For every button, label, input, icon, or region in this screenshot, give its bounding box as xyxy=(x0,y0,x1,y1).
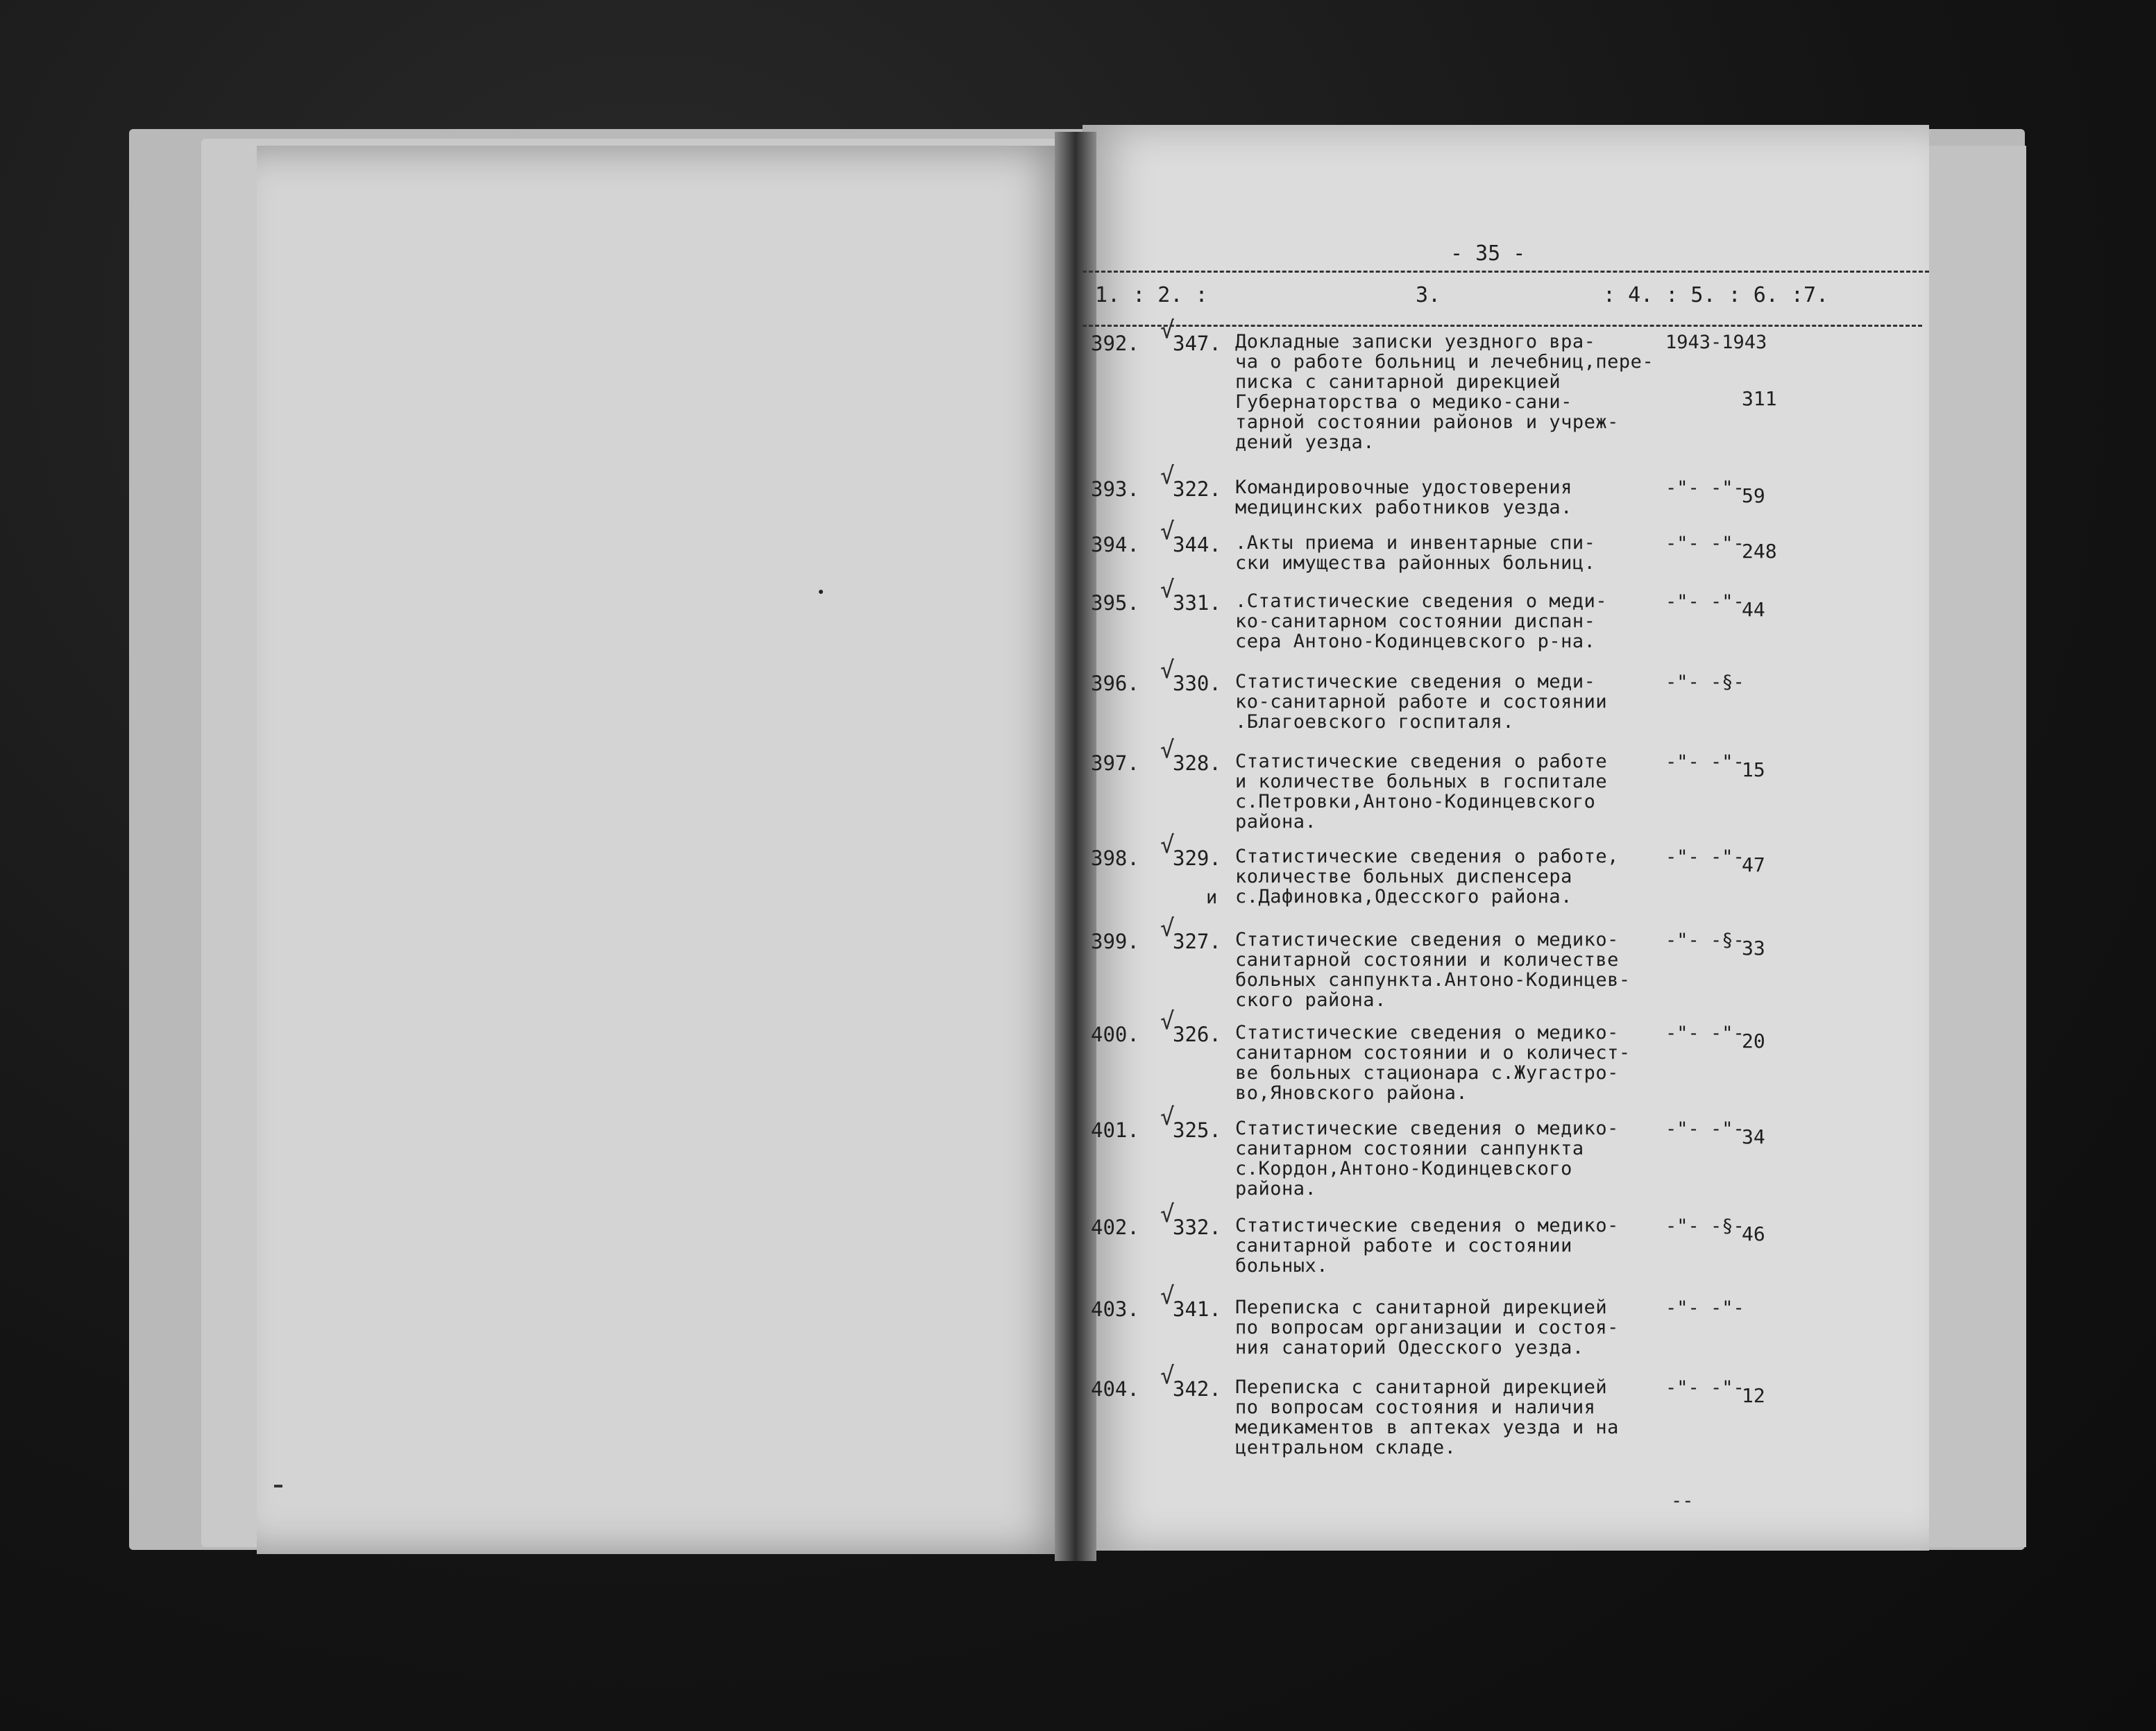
checkmark-icon: √ xyxy=(1160,1362,1175,1390)
entry-sheets: 59 xyxy=(1742,484,1765,507)
entry-old-number: 331. xyxy=(1173,591,1221,615)
checkmark-icon: √ xyxy=(1160,576,1175,604)
entry-number: 400. xyxy=(1091,1023,1139,1046)
entry-dates: -"- -"- xyxy=(1665,1377,1745,1399)
entry-old-number: 322. xyxy=(1173,477,1221,501)
entry-old-number: 342. xyxy=(1173,1377,1221,1401)
entry-dates: 1943-1943 xyxy=(1665,332,1767,353)
checkmark-icon: √ xyxy=(1160,1103,1175,1131)
entry-prefix: и xyxy=(1206,887,1218,908)
entry-sheets: 44 xyxy=(1742,598,1765,621)
entry-sheets: 311 xyxy=(1742,387,1777,410)
column-header-1: 1. : 2. : xyxy=(1095,283,1208,307)
entry-dates: -"- -"- xyxy=(1665,1023,1745,1044)
entry-number: 399. xyxy=(1091,930,1139,953)
entry-dates: -"- -"- xyxy=(1665,533,1745,554)
entry-title: Статистические сведения о медико- санитарном состоянии и о количест- ве больных стационара с.Жугастро- во,Яновского района. xyxy=(1235,1022,1631,1104)
entry-title: Статистические сведения о медико- санитарной состоянии и количестве больных санпункта.Антоно-Кодинцев- ского района. xyxy=(1235,929,1631,1011)
entry-sheets: 46 xyxy=(1742,1222,1765,1245)
entry-title: .Статистические сведения о меди- ко-санитарном состоянии диспан- сера Антоно-Кодинцевского р-на. xyxy=(1235,590,1608,652)
entry-old-number: 341. xyxy=(1173,1297,1221,1321)
entry-dates: -"- -"- xyxy=(1665,1118,1745,1140)
entry-number: 401. xyxy=(1091,1118,1139,1142)
entry-sheets: 33 xyxy=(1742,937,1765,960)
entry-title: Статистические сведения о работе и количестве больных в госпитале с.Петровки,Антоно-Кодинцевского района. xyxy=(1235,751,1608,833)
entry-title: Статистические сведения о работе, количестве больных диспенсера с.Дафиновка,Одесского района. xyxy=(1235,846,1619,907)
footer-mark: -- xyxy=(1671,1490,1694,1512)
entry-old-number: 328. xyxy=(1173,751,1221,775)
checkmark-icon: √ xyxy=(1160,518,1175,545)
entry-dates: -"- -"- xyxy=(1665,751,1745,773)
header-rule-top xyxy=(1083,271,1929,273)
entry-old-number: 327. xyxy=(1173,930,1221,953)
entry-title: Докладные записки уездного вра- ча о работе больниц и лечебниц,пере- писка с санитарной дирекцией Губернаторства о медико-сани- тарной состоянии районов и учреж- дений уезда. xyxy=(1235,331,1654,453)
column-header-3: 3. xyxy=(1416,283,1441,307)
entry-title: Командировочные удостоверения медицинских работников уезда. xyxy=(1235,477,1572,518)
entry-old-number: 330. xyxy=(1173,672,1221,695)
entry-title: Статистические сведения о медико- санитарном состоянии санпункта с.Кордон,Антоно-Кодинцевского района. xyxy=(1235,1118,1619,1200)
checkmark-icon: √ xyxy=(1160,316,1175,344)
header-rule-bottom xyxy=(1083,325,1922,327)
entry-dates: -"- -"- xyxy=(1665,846,1745,868)
entry-number: 396. xyxy=(1091,672,1139,695)
checkmark-icon: √ xyxy=(1160,1007,1175,1035)
entry-number: 394. xyxy=(1091,533,1139,556)
entry-number: 404. xyxy=(1091,1377,1139,1401)
entry-number: 403. xyxy=(1091,1297,1139,1321)
entry-title: Статистические сведения о меди- ко-санитарной работе и состоянии .Благоевского госпиталя. xyxy=(1235,671,1608,733)
checkmark-icon: √ xyxy=(1160,1282,1175,1310)
entry-number: 402. xyxy=(1091,1216,1139,1239)
entry-number: 392. xyxy=(1091,332,1139,355)
entry-title: Переписка с санитарной дирекцией по вопросам состояния и наличия медикаментов в аптеках уезда и на центральном складе. xyxy=(1235,1376,1619,1458)
entry-number: 395. xyxy=(1091,591,1139,615)
entry-sheets: 47 xyxy=(1742,853,1765,876)
entry-sheets: 15 xyxy=(1742,758,1765,781)
entry-old-number: 326. xyxy=(1173,1023,1221,1046)
entry-old-number: 329. xyxy=(1173,846,1221,870)
entry-title: Переписка с санитарной дирекцией по вопросам организации и состоя- ния санаторий Одесского уезда. xyxy=(1235,1297,1619,1358)
entry-dates: -"- -§- xyxy=(1665,930,1745,951)
checkmark-icon: √ xyxy=(1160,736,1175,764)
entry-dates: -"- -"- xyxy=(1665,591,1745,613)
entry-dates: -"- -"- xyxy=(1665,477,1745,499)
column-header-4-7: : 4. : 5. : 6. :7. xyxy=(1603,283,1829,307)
checkmark-icon: √ xyxy=(1160,462,1175,490)
entry-dates: -"- -"- xyxy=(1665,1297,1745,1319)
checkmark-icon: √ xyxy=(1160,656,1175,684)
page-number: - 35 - xyxy=(1450,241,1526,266)
entry-number: 397. xyxy=(1091,751,1139,775)
entry-title: .Акты приема и инвентарные спи- ски имущества районных больниц. xyxy=(1235,532,1596,574)
entry-old-number: 325. xyxy=(1173,1118,1221,1142)
entry-number: 398. xyxy=(1091,846,1139,870)
entry-sheets: 34 xyxy=(1742,1125,1765,1148)
checkmark-icon: √ xyxy=(1160,831,1175,859)
entry-old-number: 347. xyxy=(1173,332,1221,355)
entry-number: 393. xyxy=(1091,477,1139,501)
entry-sheets: 20 xyxy=(1742,1030,1765,1052)
entry-sheets: 248 xyxy=(1742,540,1777,563)
entry-old-number: 332. xyxy=(1173,1216,1221,1239)
entry-old-number: 344. xyxy=(1173,533,1221,556)
entry-dates: -"- -§- xyxy=(1665,672,1745,693)
checkmark-icon: √ xyxy=(1160,1200,1175,1228)
entry-dates: -"- -§- xyxy=(1665,1216,1745,1237)
entry-title: Статистические сведения о медико- санитарной работе и состоянии больных. xyxy=(1235,1215,1619,1277)
entry-sheets: 12 xyxy=(1742,1384,1765,1407)
checkmark-icon: √ xyxy=(1160,914,1175,942)
